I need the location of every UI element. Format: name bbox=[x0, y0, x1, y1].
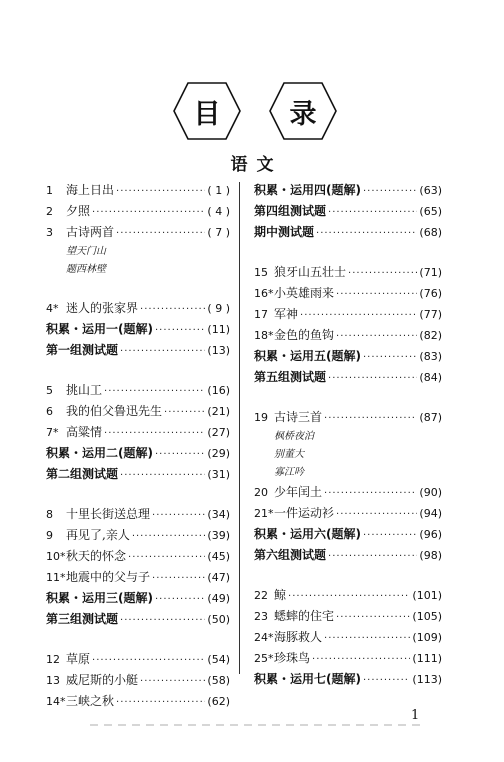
toc-leader-dots bbox=[116, 181, 205, 201]
toc-entry[interactable] bbox=[46, 670, 230, 691]
toc-page-number: (45) bbox=[207, 550, 230, 563]
page-number: 1 bbox=[411, 708, 420, 723]
toc-leader-dots bbox=[336, 284, 417, 304]
toc-entry-number: 23 bbox=[254, 610, 268, 623]
toc-entry-number: 10* bbox=[46, 550, 66, 563]
column-divider bbox=[239, 182, 240, 674]
toc-leader-dots bbox=[104, 381, 205, 401]
section-gap bbox=[254, 388, 442, 407]
heading-badge-left bbox=[172, 80, 242, 142]
toc-entry[interactable] bbox=[46, 546, 230, 567]
toc-entry-title: 金色的鱼钩 bbox=[274, 328, 335, 342]
toc-review-entry[interactable] bbox=[254, 346, 442, 367]
toc-page-number: (90) bbox=[419, 486, 442, 499]
toc-right-column bbox=[254, 180, 442, 690]
toc-entry-title: 三峡之秋 bbox=[66, 694, 115, 708]
toc-entry-title: 高粱情 bbox=[66, 425, 103, 439]
toc-entry[interactable] bbox=[254, 283, 442, 304]
toc-entry-number: 12 bbox=[46, 653, 60, 666]
toc-sub-title: 寡江吟 bbox=[274, 467, 304, 478]
toc-entry-title: 第二组测试题 bbox=[46, 467, 119, 481]
toc-leader-dots bbox=[152, 568, 205, 588]
toc-entry[interactable] bbox=[46, 567, 230, 588]
section-gap bbox=[46, 279, 230, 298]
toc-entry-title: 草原 bbox=[66, 652, 91, 666]
toc-entry[interactable] bbox=[46, 649, 230, 670]
toc-entry-number: 19 bbox=[254, 411, 268, 424]
toc-entry-title: 十里长街送总理 bbox=[66, 507, 151, 521]
toc-leader-dots bbox=[336, 607, 410, 627]
toc-entry-title: 狼牙山五壮士 bbox=[274, 265, 347, 279]
toc-entry-number: 4* bbox=[46, 302, 59, 315]
toc-entry[interactable] bbox=[254, 482, 442, 503]
toc-leader-dots bbox=[336, 504, 417, 524]
toc-entry-title: 期中测试题 bbox=[254, 225, 315, 239]
toc-page-number: (16) bbox=[207, 384, 230, 397]
toc-review-entry[interactable] bbox=[254, 669, 442, 690]
toc-entry[interactable] bbox=[254, 325, 442, 346]
toc-leader-dots bbox=[140, 671, 205, 691]
toc-entry-title: 积累・运用二(题解) bbox=[46, 446, 153, 460]
toc-entry[interactable] bbox=[46, 525, 230, 546]
toc-entry-title: 海豚救人 bbox=[274, 630, 323, 644]
toc-page-number: (101) bbox=[412, 589, 442, 602]
toc-entry-number: 3 bbox=[46, 226, 53, 239]
toc-entry-number: 1 bbox=[46, 184, 53, 197]
toc-page-number: ( 7 ) bbox=[207, 226, 230, 239]
toc-entry-title: 积累・运用一(题解) bbox=[46, 322, 153, 336]
toc-sub-title: 题西林壁 bbox=[66, 264, 106, 275]
toc-review-entry[interactable] bbox=[254, 367, 442, 388]
section-gap bbox=[46, 361, 230, 380]
toc-sub-entry[interactable] bbox=[46, 261, 230, 279]
toc-entry-title: 小英雄雨来 bbox=[274, 286, 335, 300]
toc-entry[interactable] bbox=[254, 585, 442, 606]
toc-entry-title: 我的伯父鲁迅先生 bbox=[66, 404, 163, 418]
toc-entry-number: 17 bbox=[254, 308, 268, 321]
toc-entry-number: 24* bbox=[254, 631, 274, 644]
toc-entry[interactable] bbox=[46, 401, 230, 422]
toc-page-number: (109) bbox=[412, 631, 442, 644]
toc-leader-dots bbox=[328, 368, 417, 388]
toc-review-entry[interactable] bbox=[46, 464, 230, 485]
toc-entry-number: 6 bbox=[46, 405, 53, 418]
toc-entry-number: 15 bbox=[254, 266, 268, 279]
heading-badge-right bbox=[268, 80, 338, 142]
toc-entry-title: 第三组测试题 bbox=[46, 612, 119, 626]
toc-entry-number: 20 bbox=[254, 486, 268, 499]
toc-page-number: (76) bbox=[419, 287, 442, 300]
toc-entry-number: 16* bbox=[254, 287, 274, 300]
toc-leader-dots bbox=[328, 546, 417, 566]
section-gap bbox=[46, 485, 230, 504]
toc-leader-dots bbox=[120, 465, 205, 485]
toc-review-entry[interactable] bbox=[46, 588, 230, 609]
toc-page-number: (65) bbox=[419, 205, 442, 218]
toc-entry-title: 少年闰土 bbox=[274, 485, 323, 499]
toc-leader-dots bbox=[324, 483, 417, 503]
toc-entry-title: 挑山工 bbox=[66, 383, 103, 397]
toc-page-number: (27) bbox=[207, 426, 230, 439]
toc-page-number: (62) bbox=[207, 695, 230, 708]
toc-page-number: (63) bbox=[419, 184, 442, 197]
toc-entry-title: 鲸 bbox=[274, 588, 287, 602]
toc-page-number: (84) bbox=[419, 371, 442, 384]
toc-entry[interactable] bbox=[254, 262, 442, 283]
section-char-2: 文 bbox=[256, 155, 274, 175]
toc-sub-entry[interactable] bbox=[254, 428, 442, 446]
toc-entry[interactable] bbox=[46, 691, 230, 712]
toc-entry[interactable] bbox=[254, 503, 442, 524]
toc-entry-number: 25* bbox=[254, 652, 274, 665]
toc-page-number: (94) bbox=[419, 507, 442, 520]
section-gap bbox=[254, 566, 442, 585]
toc-entry[interactable] bbox=[46, 380, 230, 401]
toc-entry-number: 22 bbox=[254, 589, 268, 602]
toc-entry-title: 一件运动衫 bbox=[274, 506, 335, 520]
toc-leader-dots bbox=[348, 263, 417, 283]
toc-entry[interactable] bbox=[254, 648, 442, 669]
toc-entry-title: 古诗两首 bbox=[66, 225, 115, 239]
toc-entry-title: 积累・运用七(题解) bbox=[254, 672, 361, 686]
toc-page-number: (96) bbox=[419, 528, 442, 541]
toc-sub-title: 枫桥夜泊 bbox=[274, 431, 314, 442]
toc-leader-dots bbox=[324, 628, 410, 648]
toc-entry-title: 再见了,亲人 bbox=[66, 528, 130, 542]
toc-review-entry[interactable] bbox=[46, 319, 230, 340]
toc-page-number: (34) bbox=[207, 508, 230, 521]
toc-entry-title: 蟋蟀的住宅 bbox=[274, 609, 335, 623]
toc-leader-dots bbox=[300, 305, 417, 325]
toc-sub-title: 望天门山 bbox=[66, 246, 106, 257]
toc-entry-title: 地震中的父与子 bbox=[66, 570, 151, 584]
toc-page-number: (49) bbox=[207, 592, 230, 605]
toc-entry[interactable] bbox=[46, 180, 230, 201]
toc-leader-dots bbox=[128, 547, 205, 567]
toc-leader-dots bbox=[92, 202, 205, 222]
toc-review-entry[interactable] bbox=[254, 201, 442, 222]
toc-entry-number: 9 bbox=[46, 529, 53, 542]
toc-page-number: ( 9 ) bbox=[207, 302, 230, 315]
toc-leader-dots bbox=[316, 223, 417, 243]
toc-leader-dots bbox=[155, 589, 205, 609]
toc-sub-title: 别董大 bbox=[274, 449, 304, 460]
toc-page-number: (47) bbox=[207, 571, 230, 584]
toc-entry-number: 18* bbox=[254, 329, 274, 342]
toc-leader-dots bbox=[312, 649, 410, 669]
toc-review-entry[interactable] bbox=[254, 524, 442, 545]
toc-entry[interactable] bbox=[46, 298, 230, 319]
toc-leader-dots bbox=[104, 423, 205, 443]
toc-entry-title: 迷人的张家界 bbox=[66, 301, 139, 315]
section-title bbox=[0, 150, 504, 175]
toc-page-number: (111) bbox=[412, 652, 442, 665]
section-gap bbox=[254, 243, 442, 262]
toc-review-entry[interactable] bbox=[46, 609, 230, 630]
toc-left-column bbox=[46, 180, 230, 712]
toc-sub-entry[interactable] bbox=[46, 243, 230, 261]
toc-entry[interactable] bbox=[46, 504, 230, 525]
toc-page-number: (83) bbox=[419, 350, 442, 363]
toc-entry-title: 第四组测试题 bbox=[254, 204, 327, 218]
toc-page-number: (77) bbox=[419, 308, 442, 321]
scan-edge-marks bbox=[90, 724, 420, 726]
toc-leader-dots bbox=[155, 444, 205, 464]
toc-leader-dots bbox=[363, 347, 417, 367]
toc-page-number: (13) bbox=[207, 344, 230, 357]
toc-page-number: (105) bbox=[412, 610, 442, 623]
toc-entry-number: 21* bbox=[254, 507, 274, 520]
toc-leader-dots bbox=[152, 505, 205, 525]
toc-page-number: (54) bbox=[207, 653, 230, 666]
toc-entry-title: 积累・运用三(题解) bbox=[46, 591, 153, 605]
toc-leader-dots bbox=[92, 650, 205, 670]
toc-page-number: (113) bbox=[412, 673, 442, 686]
toc-review-entry[interactable] bbox=[254, 180, 442, 201]
toc-leader-dots bbox=[288, 586, 410, 606]
toc-leader-dots bbox=[363, 181, 417, 201]
toc-page-number: (58) bbox=[207, 674, 230, 687]
toc-leader-dots bbox=[120, 610, 205, 630]
toc-entry[interactable] bbox=[46, 422, 230, 443]
heading-char-mu: 目 bbox=[193, 98, 221, 130]
toc-page-number: (68) bbox=[419, 226, 442, 239]
toc-entry-number: 7* bbox=[46, 426, 59, 439]
toc-leader-dots bbox=[120, 341, 205, 361]
toc-page-number: (39) bbox=[207, 529, 230, 542]
toc-entry-title: 积累・运用四(题解) bbox=[254, 183, 361, 197]
toc-leader-dots bbox=[328, 202, 417, 222]
toc-entry-number: 11* bbox=[46, 571, 66, 584]
toc-entry-title: 积累・运用五(题解) bbox=[254, 349, 361, 363]
toc-leader-dots bbox=[324, 408, 417, 428]
toc-entry[interactable] bbox=[254, 606, 442, 627]
section-gap bbox=[46, 630, 230, 649]
toc-review-entry[interactable] bbox=[254, 222, 442, 243]
toc-page-number: (50) bbox=[207, 613, 230, 626]
toc-entry-number: 14* bbox=[46, 695, 66, 708]
toc-entry-title: 秋天的怀念 bbox=[66, 549, 127, 563]
toc-leader-dots bbox=[116, 223, 205, 243]
toc-leader-dots bbox=[363, 670, 410, 690]
heading-char-lu: 录 bbox=[289, 98, 317, 130]
toc-entry-title: 夕照 bbox=[66, 204, 91, 218]
toc-entry[interactable] bbox=[46, 201, 230, 222]
toc-entry-title: 珍珠鸟 bbox=[274, 651, 311, 665]
toc-entry-number: 13 bbox=[46, 674, 60, 687]
toc-leader-dots bbox=[132, 526, 206, 546]
toc-page-number: (29) bbox=[207, 447, 230, 460]
toc-page-number: (98) bbox=[419, 549, 442, 562]
toc-page-number: (87) bbox=[419, 411, 442, 424]
toc-page-number: (31) bbox=[207, 468, 230, 481]
toc-entry-title: 第五组测试题 bbox=[254, 370, 327, 384]
toc-entry[interactable] bbox=[254, 627, 442, 648]
toc-leader-dots bbox=[164, 402, 205, 422]
toc-entry-title: 第六组测试题 bbox=[254, 548, 327, 562]
toc-page-number: ( 4 ) bbox=[207, 205, 230, 218]
toc-page-number: ( 1 ) bbox=[207, 184, 230, 197]
toc-entry-title: 积累・运用六(题解) bbox=[254, 527, 361, 541]
toc-entry-number: 2 bbox=[46, 205, 53, 218]
toc-review-entry[interactable] bbox=[46, 340, 230, 361]
toc-page-number: (71) bbox=[419, 266, 442, 279]
toc-sub-entry[interactable] bbox=[254, 464, 442, 482]
toc-entry[interactable] bbox=[254, 304, 442, 325]
toc-entry-title: 第一组测试题 bbox=[46, 343, 119, 357]
toc-entry-number: 5 bbox=[46, 384, 53, 397]
toc-entry[interactable] bbox=[46, 222, 230, 243]
toc-page-number: (11) bbox=[207, 323, 230, 336]
toc-sub-entry[interactable] bbox=[254, 446, 442, 464]
toc-leader-dots bbox=[155, 320, 205, 340]
section-char-1: 语 bbox=[230, 155, 248, 175]
toc-page-number: (21) bbox=[207, 405, 230, 418]
toc-entry-number: 8 bbox=[46, 508, 53, 521]
toc-entry-title: 军神 bbox=[274, 307, 299, 321]
toc-leader-dots bbox=[336, 326, 417, 346]
toc-entry-title: 古诗三首 bbox=[274, 410, 323, 424]
toc-leader-dots bbox=[116, 692, 205, 712]
toc-entry-title: 海上日出 bbox=[66, 183, 115, 197]
toc-entry-title: 威尼斯的小艇 bbox=[66, 673, 139, 687]
toc-leader-dots bbox=[363, 525, 417, 545]
toc-page-number: (82) bbox=[419, 329, 442, 342]
toc-entry[interactable] bbox=[254, 407, 442, 428]
toc-review-entry[interactable] bbox=[254, 545, 442, 566]
toc-leader-dots bbox=[140, 299, 205, 319]
toc-review-entry[interactable] bbox=[46, 443, 230, 464]
